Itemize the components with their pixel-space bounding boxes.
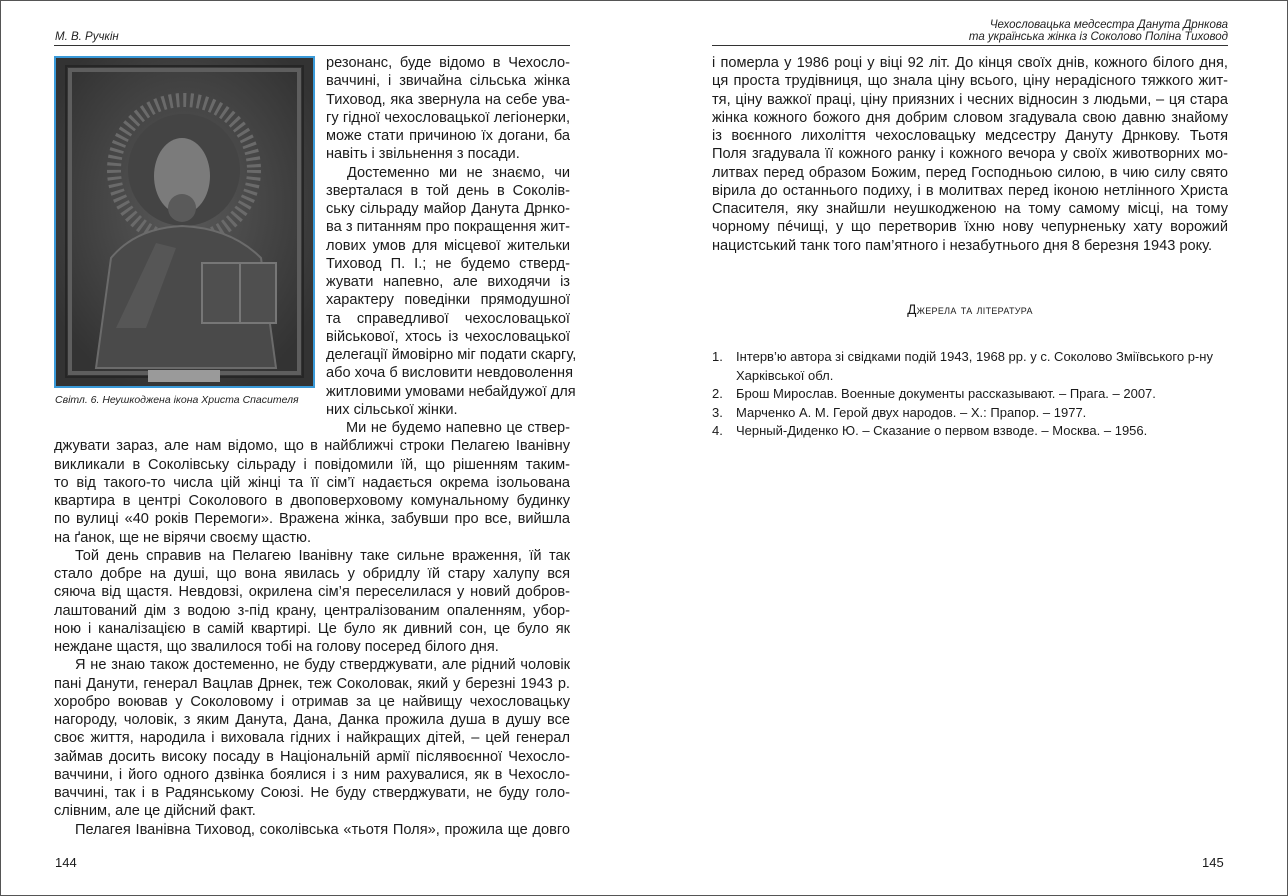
text-line: ною і каналізацією в самій квартирі. Це було як дивний сон, це було як xyxy=(54,620,570,637)
text-line: Ми не будемо напевно це ствер- xyxy=(346,420,570,436)
text-line: Спасителя, яку знайшли неушкодженою на тому самому місці, на тому xyxy=(712,201,1228,217)
text-line: військової, хтось із чехословацької xyxy=(326,328,570,345)
text-line: Я не знаю також достеменно, не буду стверджувати, але рідний чоловік xyxy=(75,657,570,674)
text-line: лаштований дім з водою з-під крану, централізованим опаленням, убор- xyxy=(54,602,570,619)
text-line: та справедливої чехословацької xyxy=(326,310,570,327)
text-line: по вулиці «40 років Перемоги». Вражена жінка, забувши про все, вийшла xyxy=(54,511,570,528)
text-line: Тиховод, яка звернула на себе ува- xyxy=(326,91,570,108)
text-line: може стати причиною їх догани, ба xyxy=(326,128,570,144)
text-line: пані Данути, генерал Вацлав Дрнек, теж Соколовак, який у березні 1943 р. xyxy=(54,675,570,692)
text-line: навіть і звільнення з посади. xyxy=(326,146,520,163)
text-line: або хоча б висловити невдоволення xyxy=(326,365,573,382)
text-line: лових умов для місцевої жительки xyxy=(326,237,570,254)
wide-text-column xyxy=(54,419,570,839)
text-line: сяюча від щастя. Невдовзі, окрилена сім’я переселилася у новий добров- xyxy=(54,584,570,601)
reference-text: Інтерв’ю автора зі свідками подій 1943, 1968 рр. у с. Соколово Зміївського р-ну Харківської обл. xyxy=(736,349,1213,383)
text-line: ваччині, так і в Радянському Союзі. Не буду стверджувати, не буду голо- xyxy=(54,785,570,801)
reference-text: Марченко А. М. Герой двух народов. – Х.: Прапор. – 1977. xyxy=(736,404,1087,420)
text-line: житловими умовами небайдужої для xyxy=(326,383,576,400)
text-line: резонанс, буде відомо в Чехосло- xyxy=(326,55,570,71)
text-line: жінка кожного божого дня добрим словом згадувала свою давню знайому xyxy=(712,109,1228,126)
text-line: ваччини, і його одного дзвінка боялися і з ним рахувалися, як в Чехосло- xyxy=(54,766,570,783)
text-line: тя, ціну важкої праці, ціну приязних і чесних відносин з людьми, – ця стара xyxy=(712,91,1228,108)
text-line: Поля згадувала її кожного ранку і кожного вечора у своїх животворних мо- xyxy=(712,146,1228,163)
reference-number: 3. xyxy=(712,404,723,420)
text-line: викликали в Соколівську сільраду і повідомили їй, що рішенням таким- xyxy=(54,456,570,473)
text-line: них сільської жінки. xyxy=(326,401,458,418)
text-line: Достеменно ми не знаємо, чи xyxy=(347,164,570,181)
text-line: займав досить високу посаду в Національній армії післявоєнної Чехосло- xyxy=(54,748,570,765)
text-line: нагороду, чоловік, з яким Данута, Дана, Данка прожила душа в душу все xyxy=(54,712,570,728)
text-line: жувати напевно, але виходячи із xyxy=(326,274,570,290)
reference-item xyxy=(712,422,1228,441)
text-line: Той день справив на Пелагею Іванівну таке сильне враження, їй так xyxy=(75,547,570,564)
running-head-line1: Чехословацька медсестра Данута Дрнкова xyxy=(989,19,1228,31)
text-line: Пелагея Іванівна Тиховод, соколівська «тьотя Поля», прожила ще довго xyxy=(75,821,570,838)
icon-illustration xyxy=(56,58,313,386)
text-line: Тиховод П. І.; не будемо стверд- xyxy=(326,255,570,272)
text-line: нацистський танк того пам’ятного і незабутнього дня 8 березня 1943 року. xyxy=(712,237,1213,254)
text-line: джувати зараз, але нам відомо, що в найближчі строки Пелагею Іванівну xyxy=(54,438,570,455)
reference-item xyxy=(712,348,1228,385)
text-line: своє життя, народила і виховала гідних і найкращих дітей, – цей генерал xyxy=(54,730,570,747)
text-line: із воєнного лихоліття чехословацьку медсестру Дануту Дрнкову. Тьотя xyxy=(712,128,1228,144)
reference-item xyxy=(712,404,1228,423)
running-head-author: М. В. Ручкін xyxy=(55,31,119,43)
text-line: неждане щастя, що звалилося тобі на голову посеред білого дня. xyxy=(54,639,499,655)
text-line: делегації ймовірно міг подати скаргу, xyxy=(326,347,577,363)
text-line: ваччині, і звичайна сільська жінка xyxy=(326,73,570,90)
text-line: стало добре на душі, що вона явилась у обридлу їй стару халупу вся xyxy=(54,566,570,582)
page-number-left: 144 xyxy=(55,855,77,870)
reference-number: 4. xyxy=(712,423,723,438)
reference-text: Черный-Диденко Ю. – Сказание о первом взводе. – Москва. – 1956. xyxy=(736,423,1148,438)
sources-heading: Джерела та література xyxy=(907,302,1033,317)
reference-item xyxy=(712,385,1228,404)
reference-text: Брош Мирослав. Военные документы рассказывают. – Прага. – 2007. xyxy=(736,386,1156,401)
text-line: на ґанок, ще не вірячи своєму щастю. xyxy=(54,529,312,546)
text-line: чорному пéчищі, у що перетворив їхню нову чепурненьку хату ворожий xyxy=(712,219,1228,236)
text-line: ця проста трудівниця, що знала ціну всього, ціну нерадісного тяжкого жит- xyxy=(712,73,1228,90)
running-head-title xyxy=(969,19,1228,43)
text-line: квартира в центрі Соколового в двоповерховому комунальному будинку xyxy=(54,493,570,509)
running-head-line2: та українська жінка із Соколово Поліна Тиховод xyxy=(968,31,1228,43)
text-line: і померла у 1986 році у віці 92 літ. До кінця своїх днів, кожного білого дня, xyxy=(712,55,1228,71)
right-page xyxy=(644,0,1288,896)
text-line: то від такого-то числа цій жінці та її сім’ї надається окрема ізольована xyxy=(54,474,570,491)
references-list xyxy=(712,348,1228,441)
header-rule xyxy=(54,45,570,46)
reference-number: 2. xyxy=(712,386,723,401)
text-line: ва з питанням про покращення жит- xyxy=(326,219,570,236)
text-line: гу гідної чехословацької легіонерки, xyxy=(326,109,570,126)
page-number-right: 145 xyxy=(1202,855,1224,870)
narrow-text-column xyxy=(326,54,577,419)
header-rule xyxy=(712,45,1228,46)
right-text-column xyxy=(712,54,1228,255)
icon-photo-christ-savior xyxy=(54,56,315,388)
reference-number: 1. xyxy=(712,349,723,364)
text-line: хоробро воював у Соколовому і отримав за це найвищу чехословацьку xyxy=(54,693,570,710)
text-line: слівним, але це дійсний факт. xyxy=(54,803,256,820)
text-line: ську сільраду майор Данута Дрнко- xyxy=(326,201,570,217)
text-line: зверталася в той день в Соколів- xyxy=(326,182,570,199)
text-line: вірила до останнього подиху, і в молитвах перед іконою нетлінного Христа xyxy=(712,182,1228,199)
text-line: литвах перед образом Божим, перед Господньою силою, в чию силу свято xyxy=(712,164,1228,181)
text-line: характеру поведінки прямодушної xyxy=(326,292,570,309)
figure-caption: Світл. 6. Неушкоджена ікона Христа Спасителя xyxy=(55,394,299,406)
